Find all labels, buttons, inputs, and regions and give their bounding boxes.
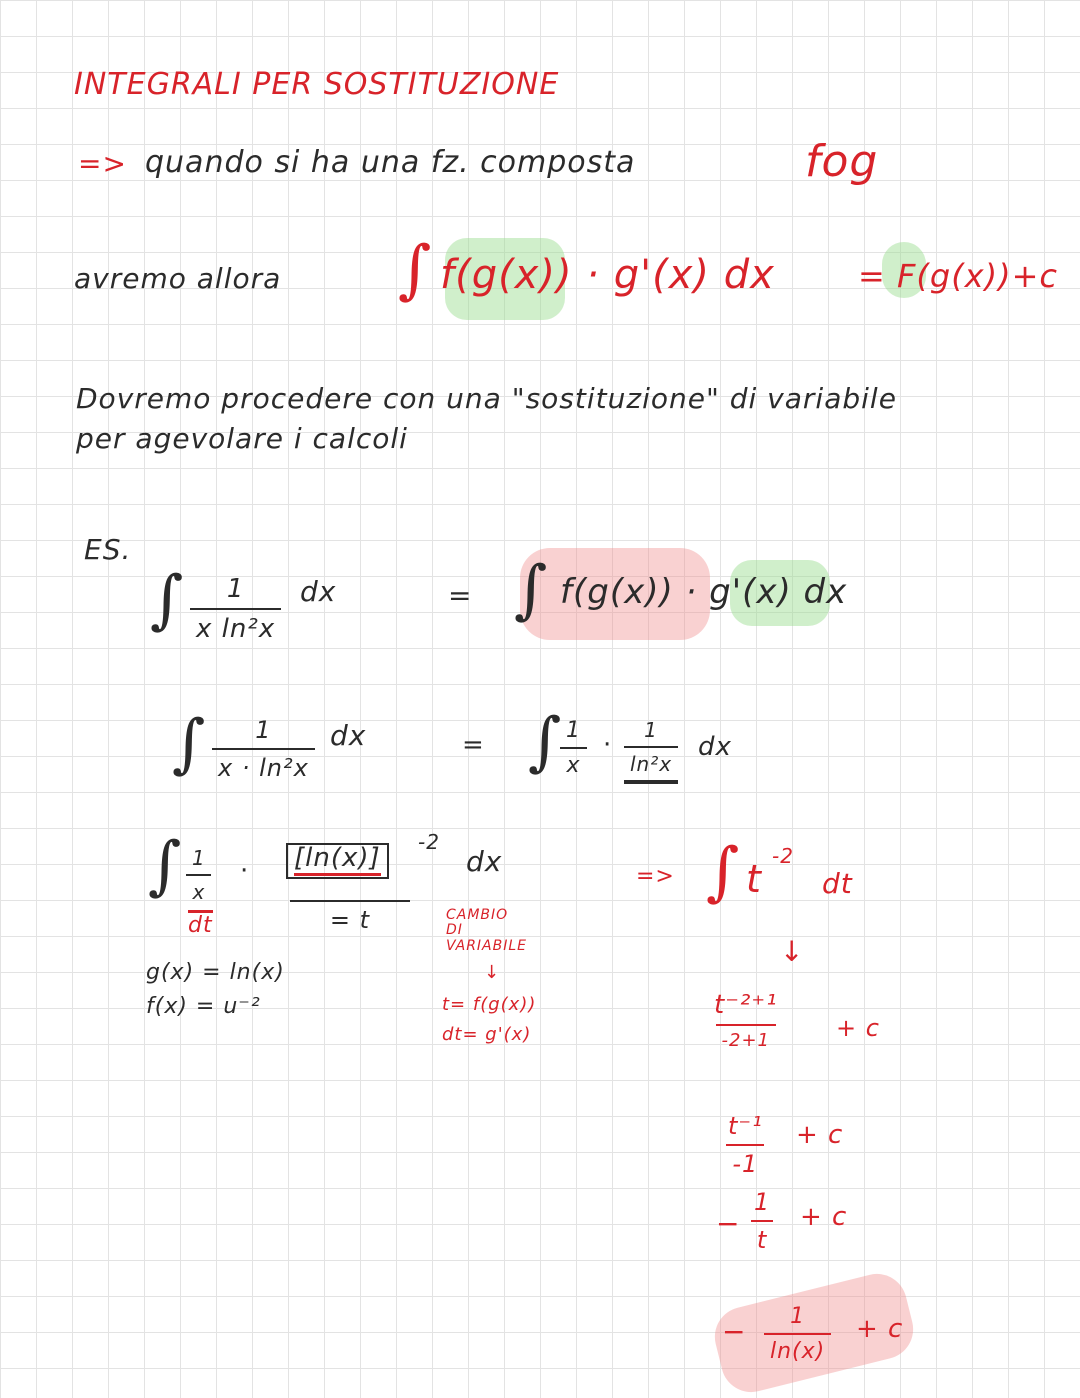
- minus-sign: −: [716, 1207, 741, 1240]
- fraction-numerator: 1: [226, 574, 245, 604]
- fraction-denominator: x: [186, 874, 211, 904]
- fraction-numerator: 1: [192, 846, 206, 870]
- fraction-numerator: t⁻²⁺¹: [714, 990, 778, 1020]
- integral-sign: ∫: [148, 829, 182, 903]
- t-substitution: t= f(g(x)): [442, 994, 537, 1015]
- formula-result: = F(g(x))+c: [858, 257, 1058, 295]
- fraction-denominator: x · ln²x: [212, 748, 315, 782]
- example-label: ES.: [84, 533, 132, 566]
- t-label: = t: [290, 900, 410, 932]
- constant: + c: [836, 1014, 880, 1042]
- change-line-1: CAMBIO: [446, 907, 509, 923]
- equals-sign: =: [448, 579, 472, 612]
- formula-lead: avremo allora: [74, 262, 282, 295]
- fraction-denominator: -1: [726, 1144, 764, 1178]
- g-definition: g(x) = ln(x): [146, 960, 285, 985]
- general-form: f(g(x)) · g'(x) dx: [560, 572, 848, 612]
- exponent: -2: [418, 830, 440, 854]
- fraction: [624, 718, 678, 784]
- dot-operator: ·: [240, 856, 249, 886]
- constant: + c: [856, 1314, 904, 1344]
- t-base: t: [746, 857, 762, 901]
- dx-label: dx: [330, 719, 367, 752]
- fraction-numerator: 1: [566, 718, 581, 743]
- integral-sign: ∫: [528, 705, 562, 779]
- fraction: [190, 574, 281, 644]
- fraction-denominator: t: [751, 1220, 773, 1254]
- step-3-fraction: [748, 1188, 776, 1254]
- f-definition: f(x) = u⁻²: [146, 994, 261, 1019]
- change-of-variable-note: [446, 908, 527, 954]
- implies-arrow: =>: [636, 864, 675, 889]
- log-bracket-text: [ln(x)]: [294, 843, 381, 876]
- step-1-fraction: [708, 990, 784, 1051]
- dt-label: dt: [822, 867, 853, 900]
- t-exponent: -2: [772, 844, 794, 868]
- dt-substitution: dt= g'(x): [442, 1024, 532, 1045]
- fraction-denominator: -2+1: [716, 1024, 776, 1051]
- dx-label: dx: [698, 732, 732, 762]
- intro-text: quando si ha una fz. composta: [145, 145, 636, 180]
- fraction: [212, 716, 315, 782]
- dx-label: dx: [466, 845, 503, 878]
- integral-sign: ∫: [706, 835, 740, 909]
- fraction-numerator: 1: [644, 718, 658, 742]
- step-2-fraction: [722, 1112, 769, 1178]
- page-title: INTEGRALI PER SOSTITUZIONE: [74, 67, 560, 102]
- formula-integral: ∫: [398, 233, 432, 307]
- dx-label: dx: [300, 575, 337, 608]
- intro-arrow: =>: [78, 147, 127, 180]
- fraction-denominator: x ln²x: [190, 608, 281, 644]
- integral-sign: ∫: [514, 553, 548, 627]
- change-line-2: DI: [446, 922, 463, 939]
- dot-operator: ·: [603, 730, 612, 760]
- fraction-numerator: 1: [790, 1304, 806, 1329]
- change-line-3: VARIABILE: [446, 937, 528, 954]
- minus-sign: −: [722, 1315, 747, 1348]
- integral-sign: ∫: [150, 563, 184, 637]
- note-line-2: per agevolare i calcoli: [76, 422, 408, 455]
- constant: + c: [800, 1202, 848, 1232]
- fraction-denominator: ln(x): [764, 1333, 831, 1364]
- fraction-numerator: 1: [255, 716, 272, 744]
- down-arrow-icon: ↓: [780, 935, 804, 968]
- down-arrow-icon: ↓: [484, 962, 500, 983]
- constant: + c: [796, 1120, 844, 1150]
- dt-label: dt: [188, 910, 213, 937]
- final-result-fraction: [764, 1304, 831, 1364]
- fraction-denominator: ln²x: [624, 746, 678, 776]
- fraction: [186, 846, 212, 904]
- note-line-1: Dovremo procedere con una "sostituzione" di variabile: [76, 382, 897, 415]
- log-bracket: [286, 843, 389, 879]
- fraction-numerator: 1: [754, 1188, 771, 1216]
- fraction: [560, 718, 587, 778]
- equals-sign: =: [462, 730, 484, 760]
- intro-fog: fog: [805, 136, 879, 187]
- fraction-numerator: t⁻¹: [728, 1112, 763, 1140]
- integral-sign: ∫: [172, 707, 206, 781]
- fraction-denominator: x: [560, 747, 586, 778]
- formula-expression: f(g(x)) · g'(x) dx: [440, 252, 775, 298]
